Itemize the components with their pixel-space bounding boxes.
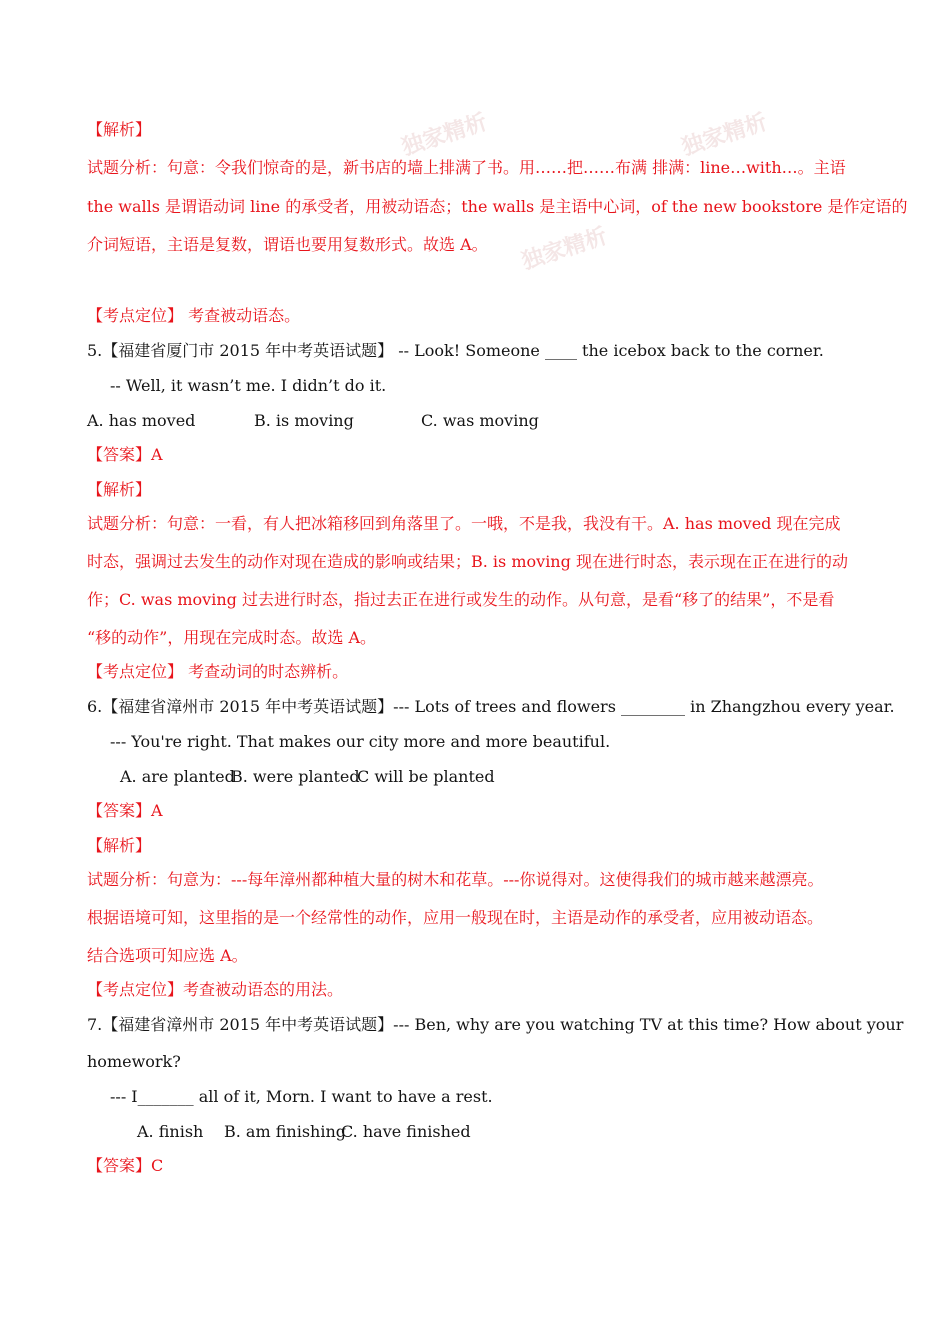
question-stem: 5.【福建省厦门市 2015 年中考英语试题】 -- Look! Someone ____ the icebox back to the corner. [87, 341, 824, 360]
question-stem: 7.【福建省漳州市 2015 年中考英语试题】--- Ben, why are you watching TV at this time? How about your [87, 1015, 904, 1034]
question-reply: --- You're right. That makes our city more and more beautiful. [110, 732, 611, 751]
options-row [137, 1122, 471, 1142]
answer: 【答案】A [87, 801, 163, 820]
question-reply: -- Well, it wasn’t me. I didn’t do it. [110, 376, 387, 395]
analysis-text: 试题分析：句意：一看，有人把冰箱移回到角落里了。一哦，不是我，我没有干。A. has moved 现在完成 [87, 514, 841, 533]
analysis-label: 【解析】 [87, 480, 152, 499]
analysis-text: 根据语境可知，这里指的是一个经常性的动作，应用一般现在时，主语是动作的承受者，应用被动语态。 [87, 908, 824, 927]
option-b: B. am finishing [224, 1122, 346, 1141]
analysis-text: 时态，强调过去发生的动作对现在造成的影响或结果；B. is moving 现在进行时态，表示现在正在进行的动 [87, 552, 848, 571]
question-stem: 6.【福建省漳州市 2015 年中考英语试题】--- Lots of trees and flowers ________ in Zhangzhou every year. [87, 697, 895, 716]
question-reply: --- I_______ all of it, Morn. I want to have a rest. [110, 1087, 493, 1106]
watermark: 独家精析 [398, 108, 491, 161]
answer: 【答案】A [87, 445, 163, 464]
options-row [87, 411, 539, 431]
watermark: 独家精析 [678, 108, 771, 161]
option-c: C. have finished [341, 1122, 471, 1141]
analysis-text: “移的动作”，用现在完成时态。故选 A。 [87, 628, 377, 647]
analysis-text: 介词短语，主语是复数，谓语也要用复数形式。故选 A。 [87, 235, 488, 254]
analysis-text: the walls 是谓语动词 line 的承受者，用被动语态；the walls 是主语中心词，of the new bookstore 是作定语的 [87, 197, 908, 216]
watermark: 独家精析 [518, 222, 611, 275]
option-a: A. finish [137, 1122, 204, 1141]
analysis-text: 试题分析：句意：令我们惊奇的是，新书店的墙上排满了书。用……把……布满 排满：line…with…。主语 [87, 158, 846, 177]
question-stem-continued: homework? [87, 1052, 181, 1071]
option-c: C. was moving [421, 411, 539, 430]
analysis-text: 结合选项可知应选 A。 [87, 946, 248, 965]
option-b: B. were planted [231, 767, 360, 786]
analysis-label: 【解析】 [87, 836, 152, 855]
analysis-text: 试题分析：句意为：---每年漳州都种植大量的树木和花草。---你说得对。这使得我们的城市越来越漂亮。 [87, 870, 824, 889]
kaodian: 【考点定位】考查被动语态的用法。 [87, 980, 344, 999]
analysis-text: 作；C. was moving 过去进行时态，指过去正在进行或发生的动作。从句意，是看“移了的结果”，不是看 [87, 590, 835, 609]
answer: 【答案】C [87, 1156, 164, 1175]
kaodian: 【考点定位】 考查动词的时态辨析。 [87, 662, 349, 681]
option-a: A. are planted [120, 767, 235, 786]
options-row [120, 767, 495, 787]
option-b: B. is moving [254, 411, 354, 430]
option-a: A. has moved [87, 411, 196, 430]
kaodian: 【考点定位】 考查被动语态。 [87, 306, 301, 325]
option-c: C will be planted [357, 767, 495, 786]
analysis-label: 【解析】 [87, 120, 152, 139]
